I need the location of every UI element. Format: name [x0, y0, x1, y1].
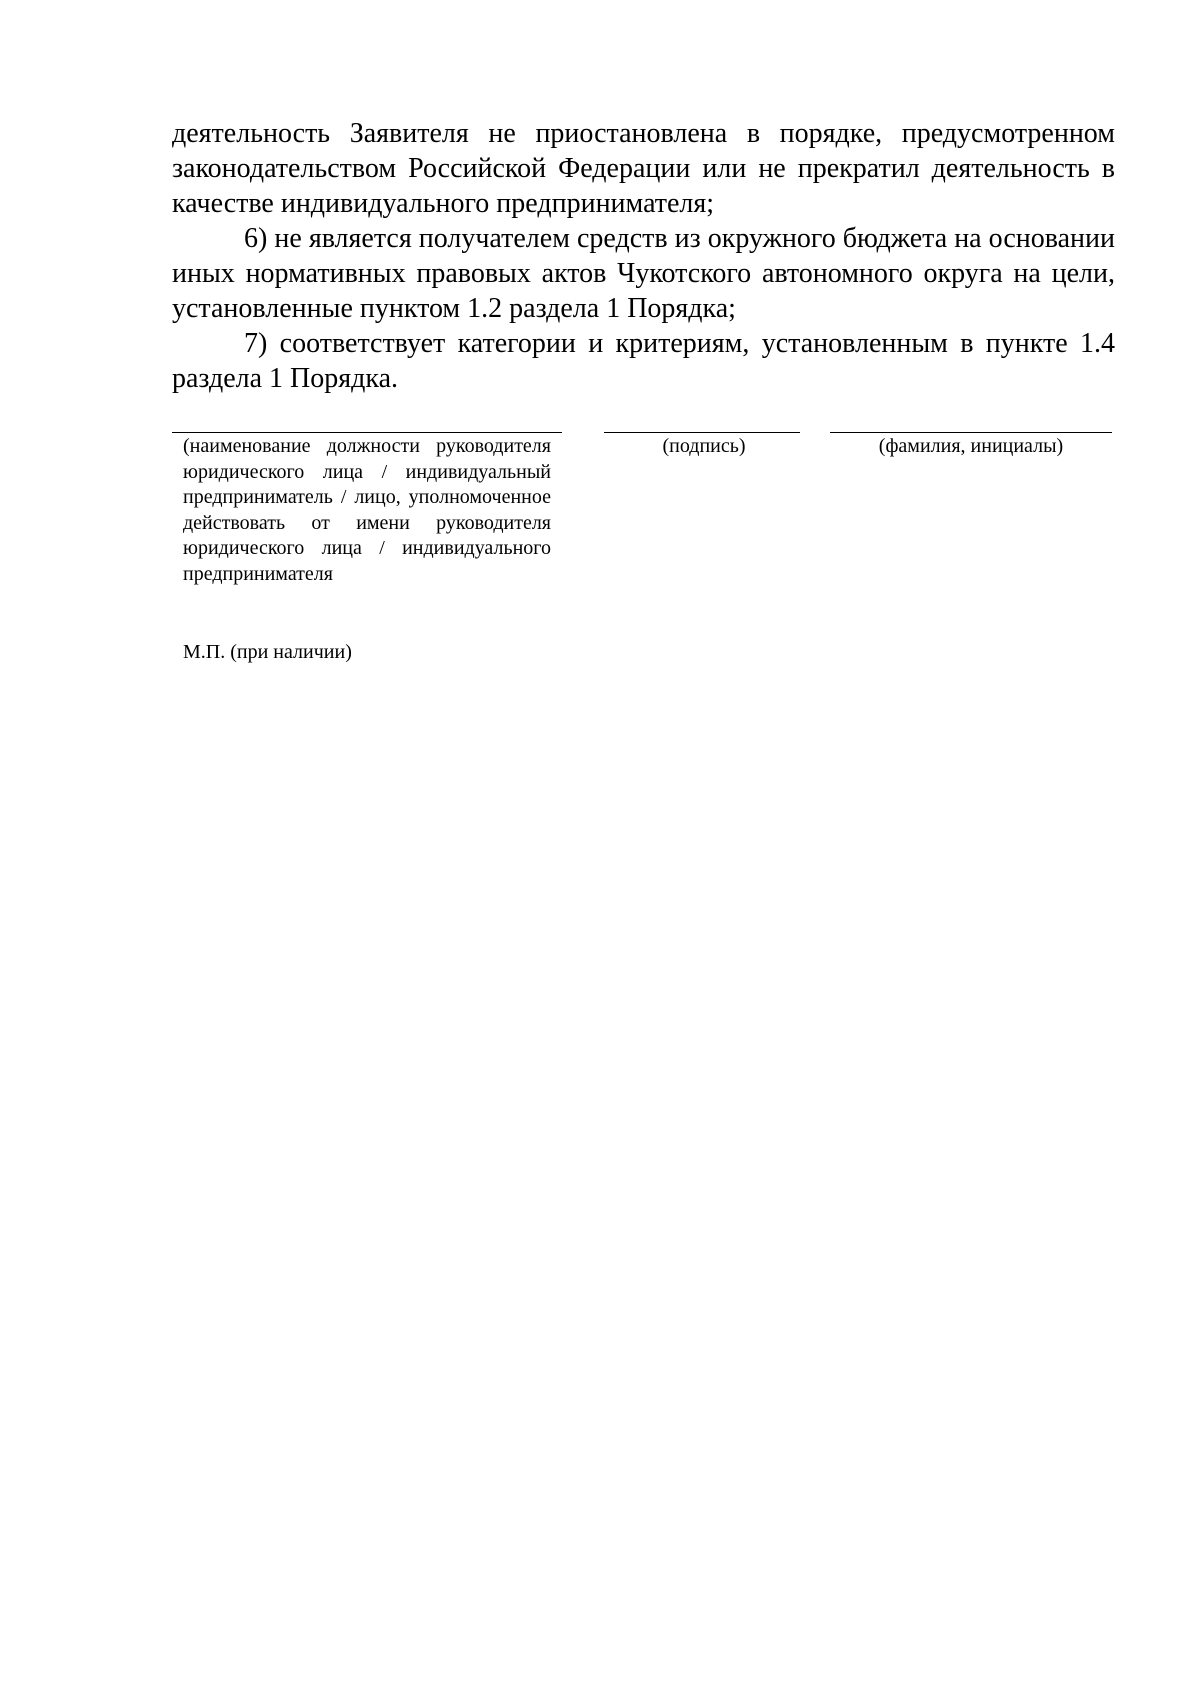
- position-caption: (наименование должности руководителя юридического лица / индивидуальный предприниматель / лицо, уполномоченное действовать от имени руководителя юридического лица / индивидуального предпринимателя: [183, 435, 551, 585]
- name-signature-line: [830, 432, 1112, 433]
- paragraph-continuation: деятельность Заявителя не приостановлена в порядке, предусмотренном законодательством Российской Федерации или не прекратил деятельность в качестве индивидуального предпринимателя;: [172, 118, 1115, 219]
- paragraph-item-6: 6) не является получателем средств из окружного бюджета на основании иных нормативных правовых актов Чукотского автономного округа на цели, установленные пунктом 1.2 раздела 1 Порядка;: [172, 223, 1115, 324]
- signature-line: [604, 432, 800, 433]
- paragraph-item-7: 7) соответствует категории и критериям, установленным в пункте 1.4 раздела 1 Порядка.: [172, 328, 1115, 394]
- document-body: [172, 116, 1115, 396]
- name-caption: (фамилия, инициалы): [878, 435, 1064, 457]
- position-signature-line: [172, 432, 562, 433]
- signature-caption: (подпись): [662, 435, 746, 457]
- seal-note: М.П. (при наличии): [183, 641, 352, 663]
